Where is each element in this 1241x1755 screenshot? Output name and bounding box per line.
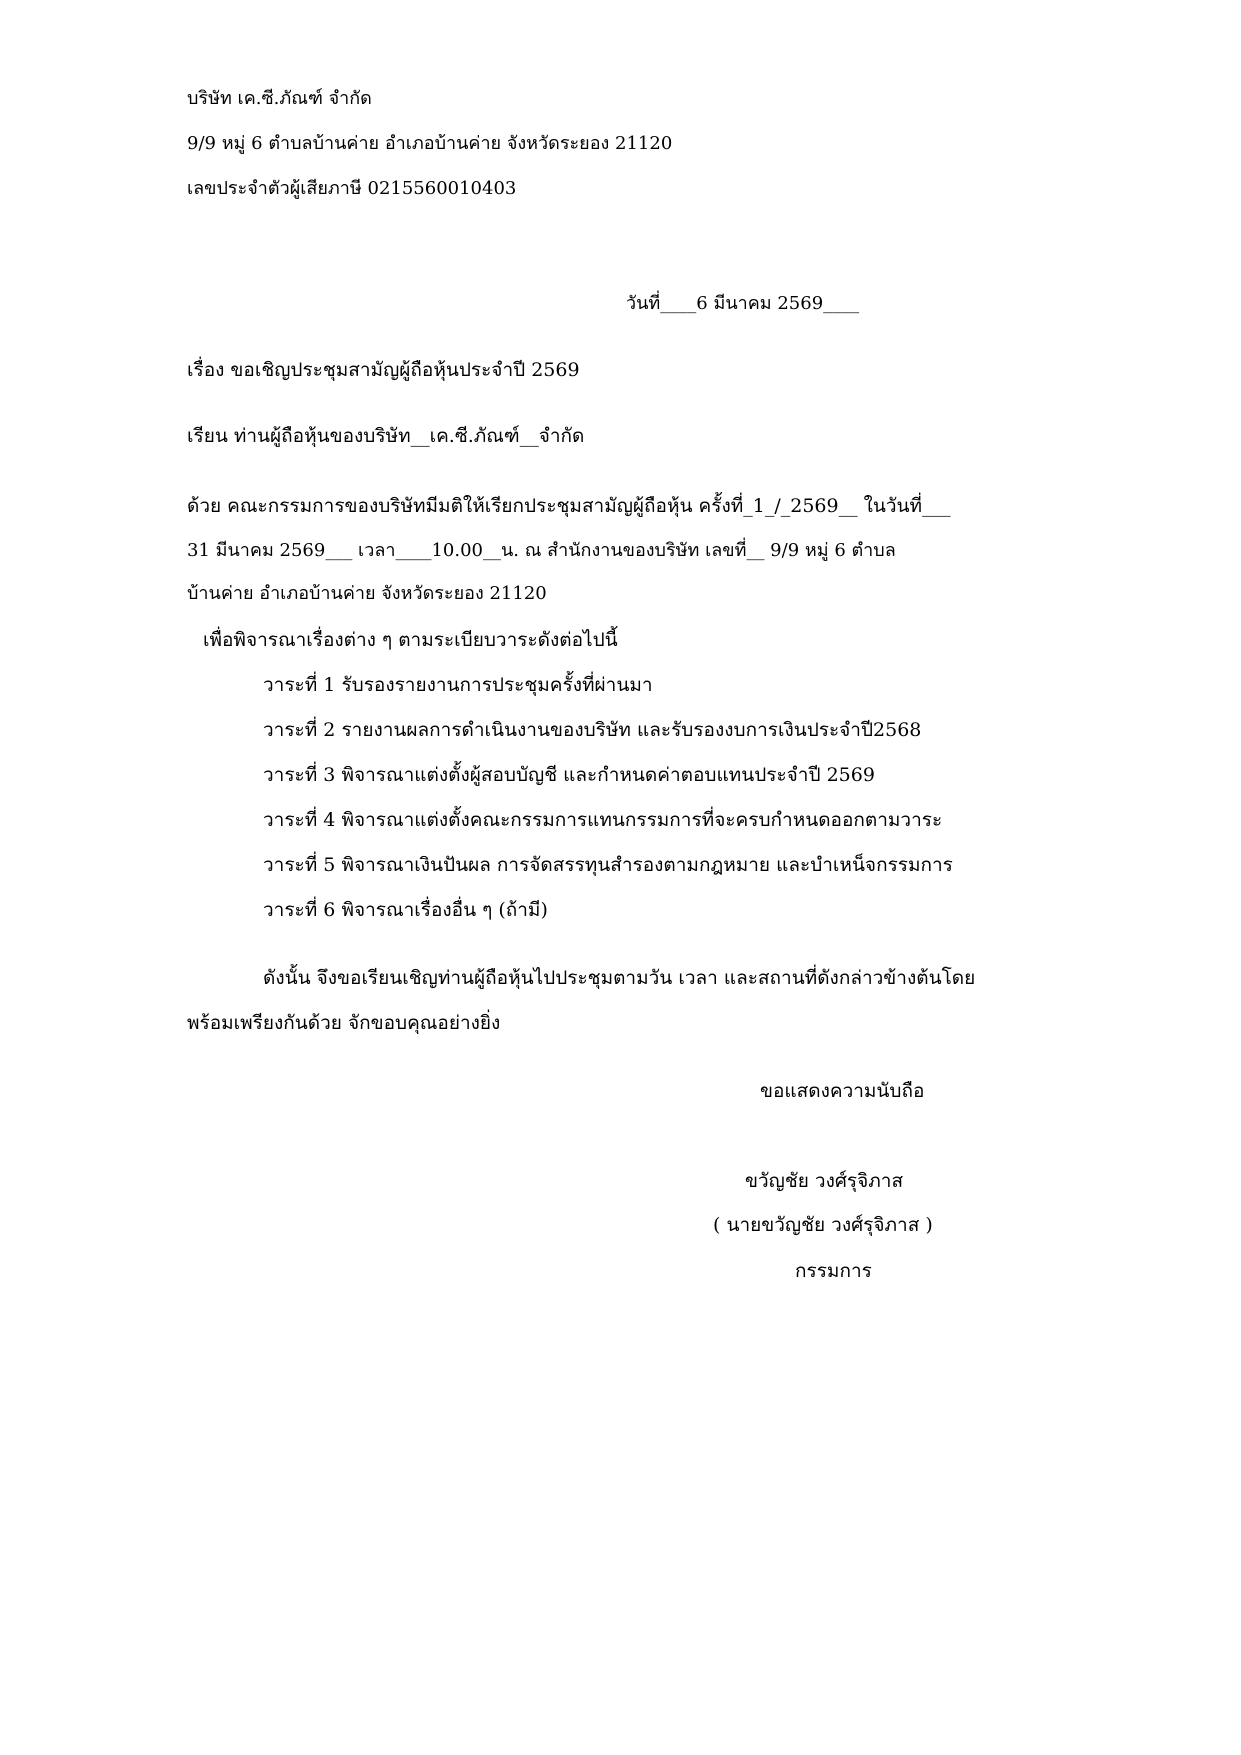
closing-regards: ขอแสดงความนับถือ — [760, 1080, 925, 1102]
company-name: บริษัท เค.ซี.ภัณฑ์ จำกัด — [187, 88, 372, 109]
closing-line-1: ดังนั้น จึงขอเรียนเชิญท่านผู้ถือหุ้นไปประชุมตามวัน เวลา และสถานที่ดังกล่าวข้างต้นโดย — [263, 967, 976, 989]
agenda-item: วาระที่ 5 พิจารณาเงินปันผล การจัดสรรทุนสำรองตามกฎหมาย และบำเหน็จกรรมการ — [263, 854, 953, 876]
letter-date: วันที่____6 มีนาคม 2569____ — [626, 293, 860, 314]
signer-name: ขวัญชัย วงศ์รุจิภาส — [745, 1170, 904, 1192]
agenda-item: วาระที่ 1 รับรองรายงานการประชุมครั้งที่ผ่านมา — [263, 674, 653, 696]
letter-subject: เรื่อง ขอเชิญประชุมสามัญผู้ถือหุ้นประจำปี 2569 — [187, 359, 580, 381]
agenda-item: วาระที่ 2 รายงานผลการดำเนินงานของบริษัท และรับรองงบการเงินประจำปี2568 — [263, 719, 922, 741]
body-line-3: บ้านค่าย อำเภอบ้านค่าย จังหวัดระยอง 21120 — [187, 583, 547, 604]
agenda-item: วาระที่ 4 พิจารณาแต่งตั้งคณะกรรมการแทนกรรมการที่จะครบกำหนดออกตามวาระ — [263, 809, 943, 831]
body-line-1: ด้วย คณะกรรมการของบริษัทมีมติให้เรียกประชุมสามัญผู้ถือหุ้น ครั้งที่_1_/_2569__ ในวันที่___ — [187, 495, 951, 517]
signer-position: กรรมการ — [795, 1260, 872, 1282]
body-line-2: 31 มีนาคม 2569___ เวลา____10.00__น. ณ สำนักงานของบริษัท เลขที่__ 9/9 หมู่ 6 ตำบล — [187, 540, 896, 561]
agenda-intro: เพื่อพิจารณาเรื่องต่าง ๆ ตามระเบียบวาระดังต่อไปนี้ — [203, 629, 618, 651]
tax-id: เลขประจำตัวผู้เสียภาษี 0215560010403 — [187, 178, 517, 199]
company-address: 9/9 หมู่ 6 ตำบลบ้านค่าย อำเภอบ้านค่าย จังหวัดระยอง 21120 — [187, 133, 673, 154]
letter-salutation: เรียน ท่านผู้ถือหุ้นของบริษัท__เค.ซี.ภัณฑ์__จำกัด — [187, 425, 585, 447]
agenda-item: วาระที่ 3 พิจารณาแต่งตั้งผู้สอบบัญชี และกำหนดค่าตอบแทนประจำปี 2569 — [263, 764, 875, 786]
agenda-item: วาระที่ 6 พิจารณาเรื่องอื่น ๆ (ถ้ามี) — [263, 899, 548, 921]
signer-full-name: ( นายขวัญชัย วงศ์รุจิภาส ) — [713, 1214, 933, 1236]
closing-line-2: พร้อมเพรียงกันด้วย จักขอบคุณอย่างยิ่ง — [187, 1012, 501, 1034]
